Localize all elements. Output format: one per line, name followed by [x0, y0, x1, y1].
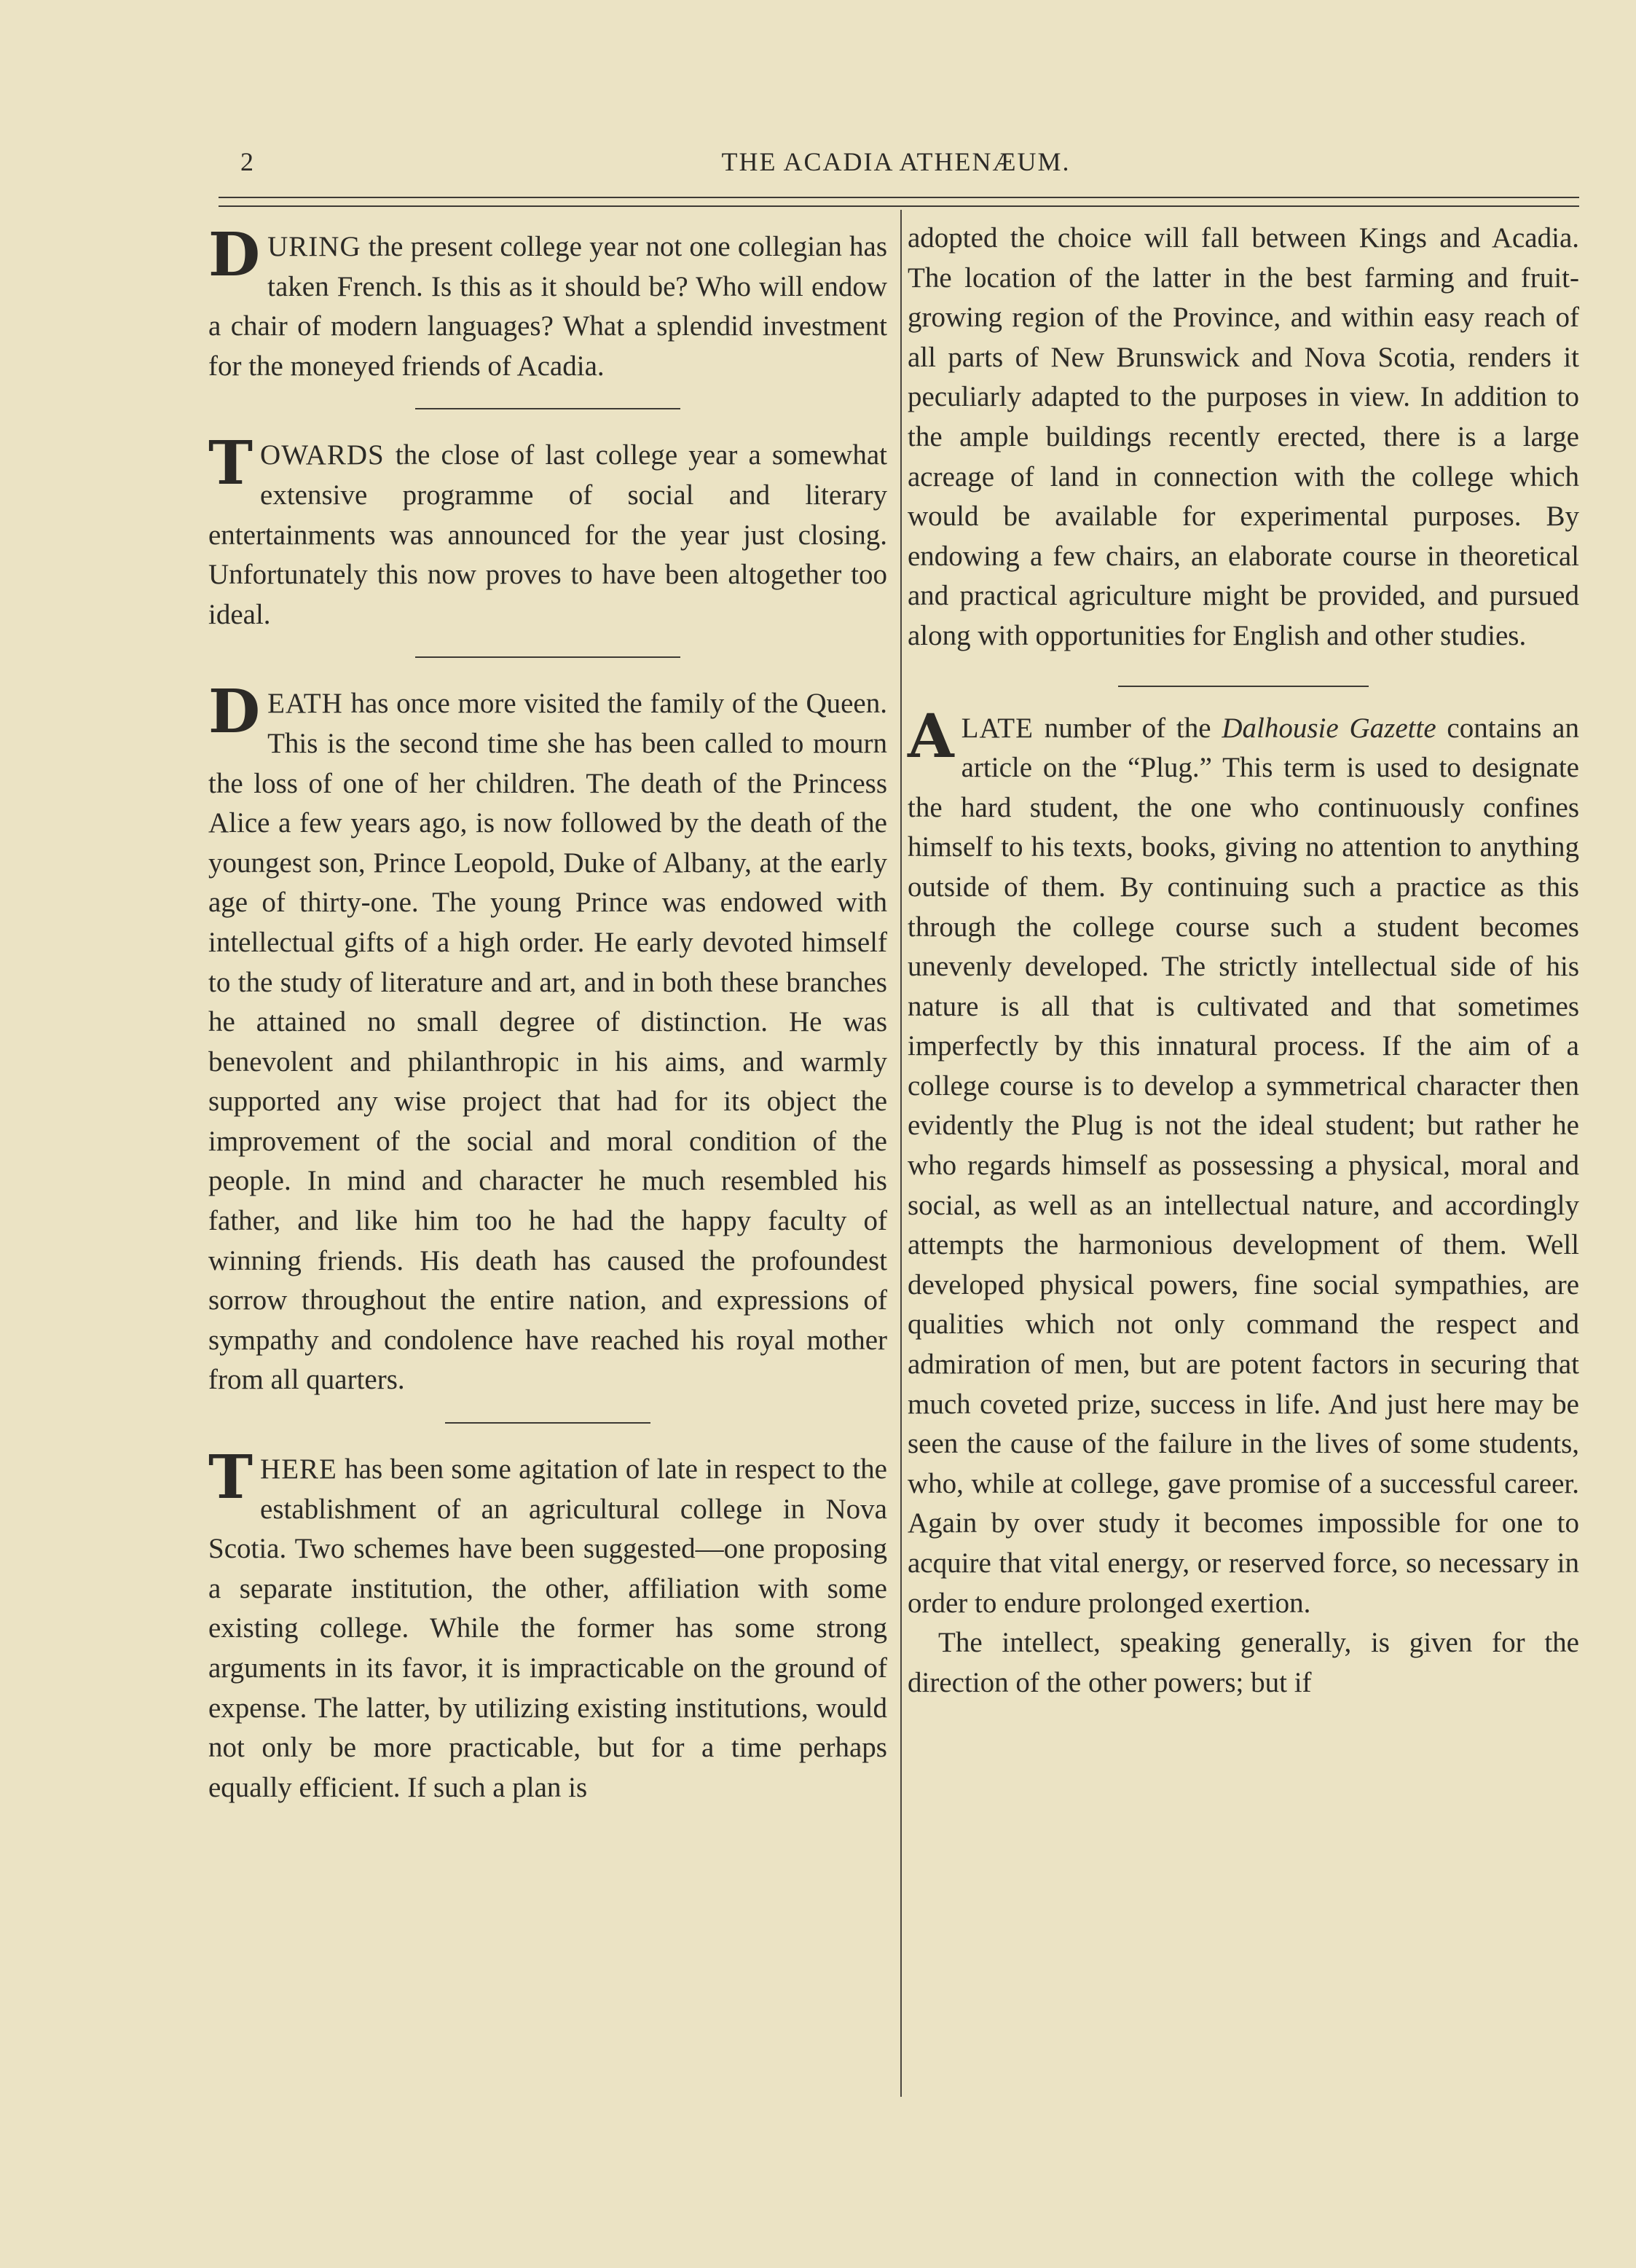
article-separator: [415, 656, 680, 658]
article-text: has once more visited the family of the Queen. This is the second time she has been called to mourn the loss of one of her children. The death of the Princess Alice a few years ago, is now followed by the death of the youngest son, Prince Leopold, Duke of Albany, at the early age of thirty-one. The young Prince was endowed with intellectual gifts of a high order. He early devoted himself to the study of literature and art, and in both these branches he attained no small degree of distinction. He was benevolent and philanthropic in his aims, and warmly supported any wise project that had for its object the improvement of the social and moral condition of the people. In mind and character he much resembled his father, and like him too he had the happy faculty of winning friends. His death has caused the profoundest sorrow throughout the entire nation, and expressions of sympathy and condolence have reached his royal mother from all quarters.: [208, 688, 887, 1396]
article-text: contains an article on the “Plug.” This term is used to designate the hard student, the one who continuously confines himself to his texts, books, giving no attention to anything outside of them. By continuing such a practice as this through the college course such a student becomes unevenly developed. The strictly intellectual side of his nature is all that is cultivated and that sometimes imperfectly by this innatural process. If the aim of a college course is to develop a symmetrical character then evidently the Plug is not the ideal student; but rather he who regards himself as possessing a physical, moral and social, as well as an intellectual nature, and accordingly attempts the harmonious development of them. Well developed physical powers, fine social sympathies, are qualities which not only command the respect and admiration of men, but are potent factors in securing that much coveted prize, success in life. And just here may be seen the cause of the failure in the lives of some students, who, while at college, gave promise of a successful career. Again by over study it becomes impossible for one to acquire that vital energy, or reserved force, so necessary in order to endure prolonged exertion.: [908, 712, 1579, 1619]
journal-title: THE ACADIA ATHENÆUM.: [721, 147, 1071, 176]
drop-cap: A: [908, 701, 954, 772]
article-separator: [415, 408, 680, 409]
article-plug-paragraph: The intellect, speaking generally, is given for the direction of the other powers; but if: [908, 1627, 1579, 1698]
header-rule: [219, 197, 1579, 198]
article-agricultural-college: [208, 1443, 887, 1808]
article-french: [208, 220, 887, 386]
page-number: 2: [240, 147, 255, 176]
lead-word: URING: [267, 231, 361, 262]
article-death: [208, 677, 887, 1400]
lead-word: HERE: [260, 1453, 337, 1486]
article-text: has been some agitation of late in respect to the establishment of an agricultural college in Nova Scotia. Two schemes have been suggested—one proposing a separate institution, the other, affiliation with some existing college. While the former has some strong arguments in its favor, it is impracticable on the ground of expense. The latter, by utilizing existing institutions, would not only be more practicable, but for a time perhaps equally efficient. If such a plan is: [208, 1453, 887, 1803]
publication-name: Dalhousie Gazette: [1222, 712, 1436, 744]
page-header: [211, 141, 1581, 184]
article-programme: [208, 428, 887, 635]
header-rule-second: [219, 205, 1579, 207]
article-plug: [908, 701, 1579, 1624]
article-text: the close of last college year a somewhat extensive programme of social and literary entertainments was announced for the year just closing. Unfortunately this now proves to have been altogether too ideal.: [208, 439, 887, 630]
lead-word: OWARDS: [260, 439, 385, 471]
left-column: [208, 220, 887, 1808]
lead-word: EATH: [267, 688, 343, 720]
article-text: the present college year not one collegian has taken French. Is this as it should be? Who will endow a chair of modern languages? What a splendid investment for the moneyed friends of Acadia.: [208, 231, 887, 382]
drop-cap: D: [208, 677, 261, 748]
lead-word: LATE: [961, 712, 1034, 744]
article-separator: [445, 1422, 650, 1424]
right-column: [908, 219, 1579, 1703]
article-separator: [1118, 686, 1369, 687]
drop-cap: T: [208, 428, 253, 499]
column-divider: [900, 210, 902, 2097]
article-agricultural-college-continued: adopted the choice will fall between Kings and Acadia. The location of the latter in the best farming and fruit-growing region of the Province, and within easy reach of all parts of New Brunswick and Nova Scotia, renders it peculiarly adapted to the purposes in view. In addition to the ample buildings recently erected, there is a large acreage of land in connection with the college which would be available for experimental purposes. By endowing a few chairs, an elaborate course in theoretical and practical agriculture might be provided, and pursued along with opportunities for English and other studies.: [908, 222, 1579, 651]
drop-cap: D: [208, 220, 261, 290]
article-text: number of the: [1033, 712, 1222, 744]
drop-cap: T: [208, 1443, 253, 1513]
